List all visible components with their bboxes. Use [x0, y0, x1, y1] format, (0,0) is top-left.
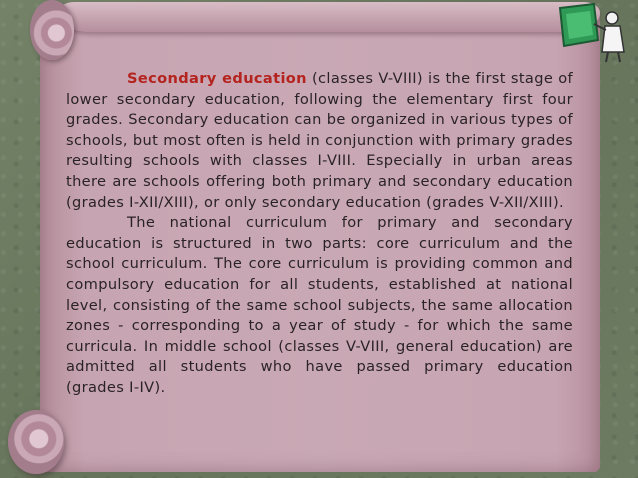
teacher-at-board-icon: [550, 0, 634, 64]
paragraph-1: [66, 69, 573, 213]
scroll-curl-bottom-left: [8, 410, 64, 474]
document-body: [66, 69, 573, 399]
paragraph-2-text: The national curriculum for primary and secondary education is structured in two parts: core curriculum and the school curriculum. The core curriculum is providing common and compulsory education for all students, established at national level, consisting of the same school subjects, the same allocation zones - corresponding to a year of study - for which the same curricula. In middle school (classes V-VIII, general education) are admitted all students who have passed primary education (grades I-IV).: [66, 214, 573, 396]
paragraph-1-text: (classes V-VIII) is the first stage of lower secondary education, following the elementary first four grades. Secondary education can be organized in various types of schools, but most often is held in conjunction with primary grades resulting schools with classes I-VIII. Especially in urban areas there are schools offering both primary and secondary education (grades I-XII/XIII), or only secondary education (grades V-XII/XIII).: [66, 70, 573, 211]
paragraph-2: [66, 213, 573, 398]
scroll-curl-top-left: [30, 0, 74, 60]
highlight-term: Secondary education: [127, 70, 307, 87]
